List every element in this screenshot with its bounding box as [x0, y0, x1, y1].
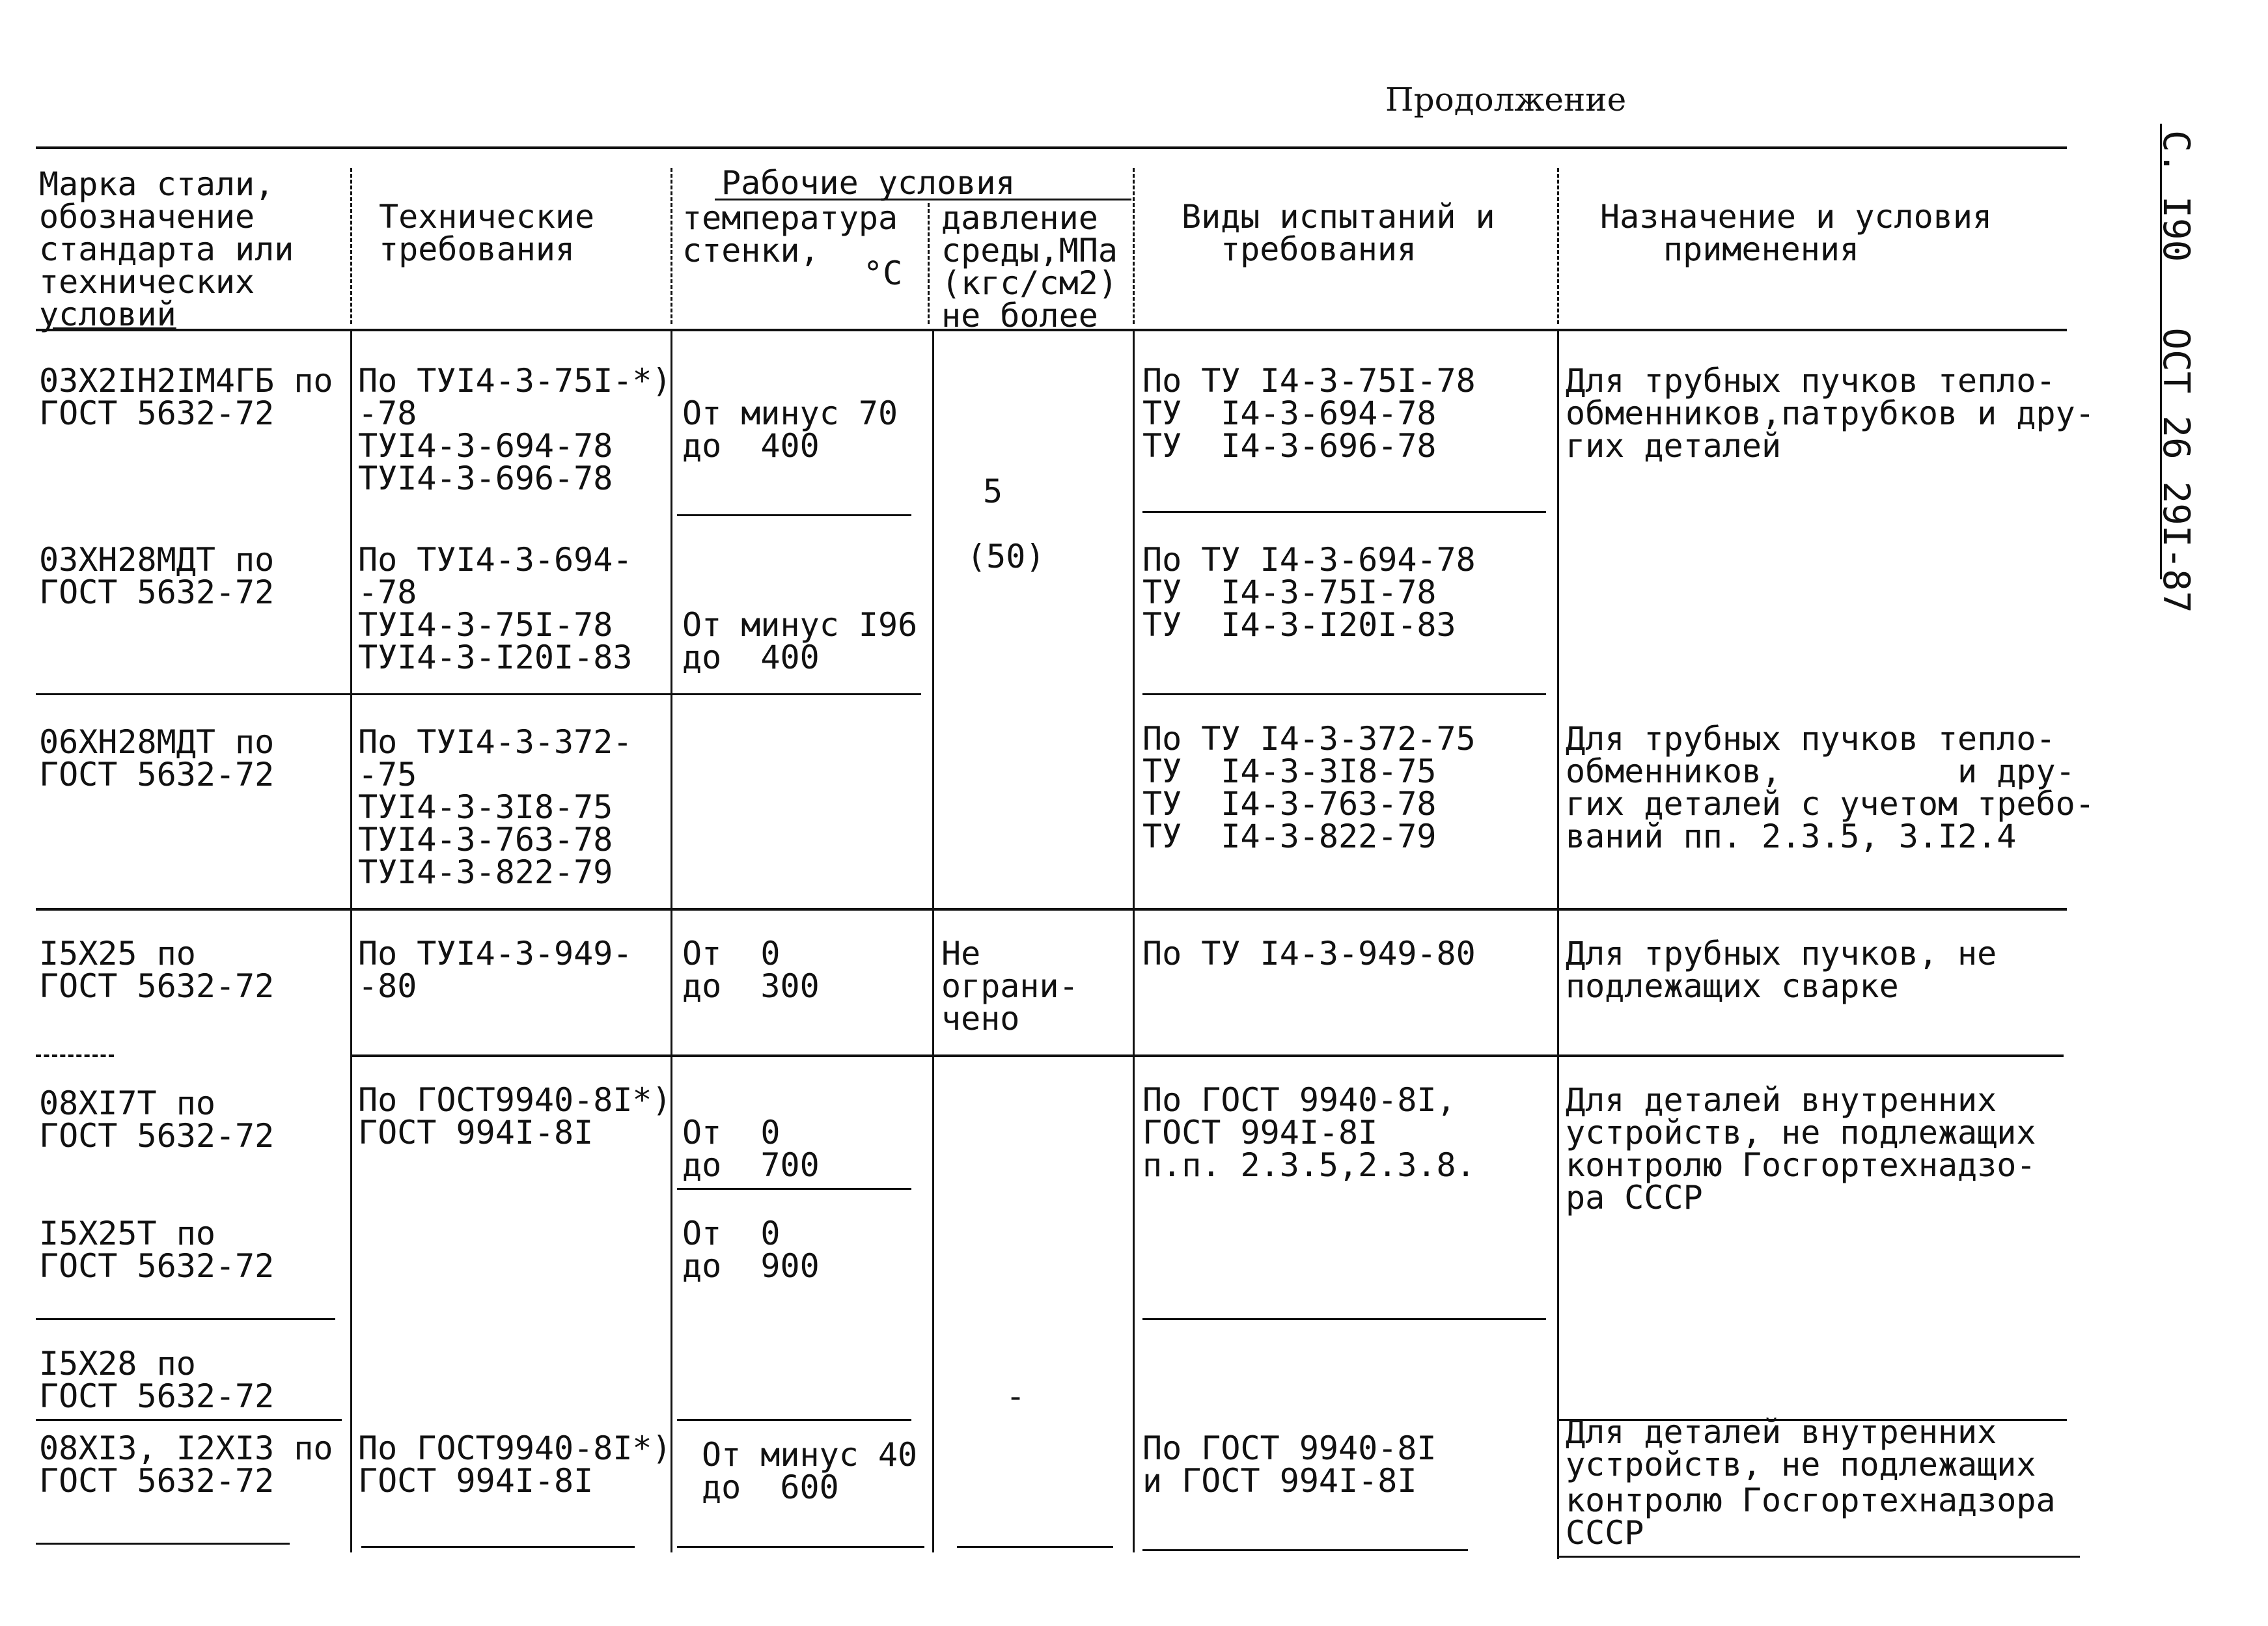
- header-sep-2: [671, 168, 672, 324]
- bottom-rule-5: [1142, 1549, 1468, 1551]
- pressure-value-kgf: (50): [967, 538, 1045, 575]
- row3-bottom-rule: [36, 908, 2067, 911]
- table-top-rule: [36, 146, 2067, 149]
- bottom-rule-2: [361, 1546, 635, 1548]
- body-sep-1: [350, 329, 352, 1552]
- row2-tests-rule: [1142, 693, 1546, 695]
- row4-bottom-rule: [352, 1054, 2064, 1057]
- bottom-rule-3: [677, 1546, 924, 1548]
- bottom-rule-4: [957, 1546, 1113, 1548]
- bottom-rule-6: [1559, 1556, 2080, 1558]
- pressure-dash: -: [1006, 1377, 1026, 1415]
- header-sep-1: [350, 168, 352, 324]
- page-side-label: С. I90 ОСТ 26 29I-87: [2155, 130, 2197, 613]
- row6-grade-rule: [36, 1318, 335, 1320]
- row6-tests-rule: [1142, 1318, 1546, 1320]
- row7-grade-rule: [36, 1419, 342, 1421]
- header-sep-5: [1557, 168, 1559, 324]
- row5-temp-rule: [677, 1188, 911, 1190]
- header-sep-3: [928, 203, 930, 324]
- pressure-value: 5: [983, 473, 1003, 510]
- header-group-title: Рабочие условия: [721, 164, 1016, 202]
- row7-temp-rule: [677, 1419, 911, 1421]
- header-sep-4: [1133, 168, 1135, 324]
- body-sep-5: [1557, 329, 1559, 1559]
- body-sep-4: [1133, 329, 1135, 1552]
- row1-tests-rule: [1142, 511, 1546, 513]
- continuation-label: Продолжение: [1385, 81, 1627, 118]
- body-sep-2: [671, 329, 672, 1552]
- row1-temp-rule: [677, 514, 911, 516]
- row2-left-rule: [36, 693, 921, 695]
- bottom-rule-1: [36, 1543, 290, 1545]
- body-sep-3: [932, 329, 934, 1552]
- side-rule: [2160, 124, 2162, 579]
- row4-dash-rule: [36, 1054, 114, 1057]
